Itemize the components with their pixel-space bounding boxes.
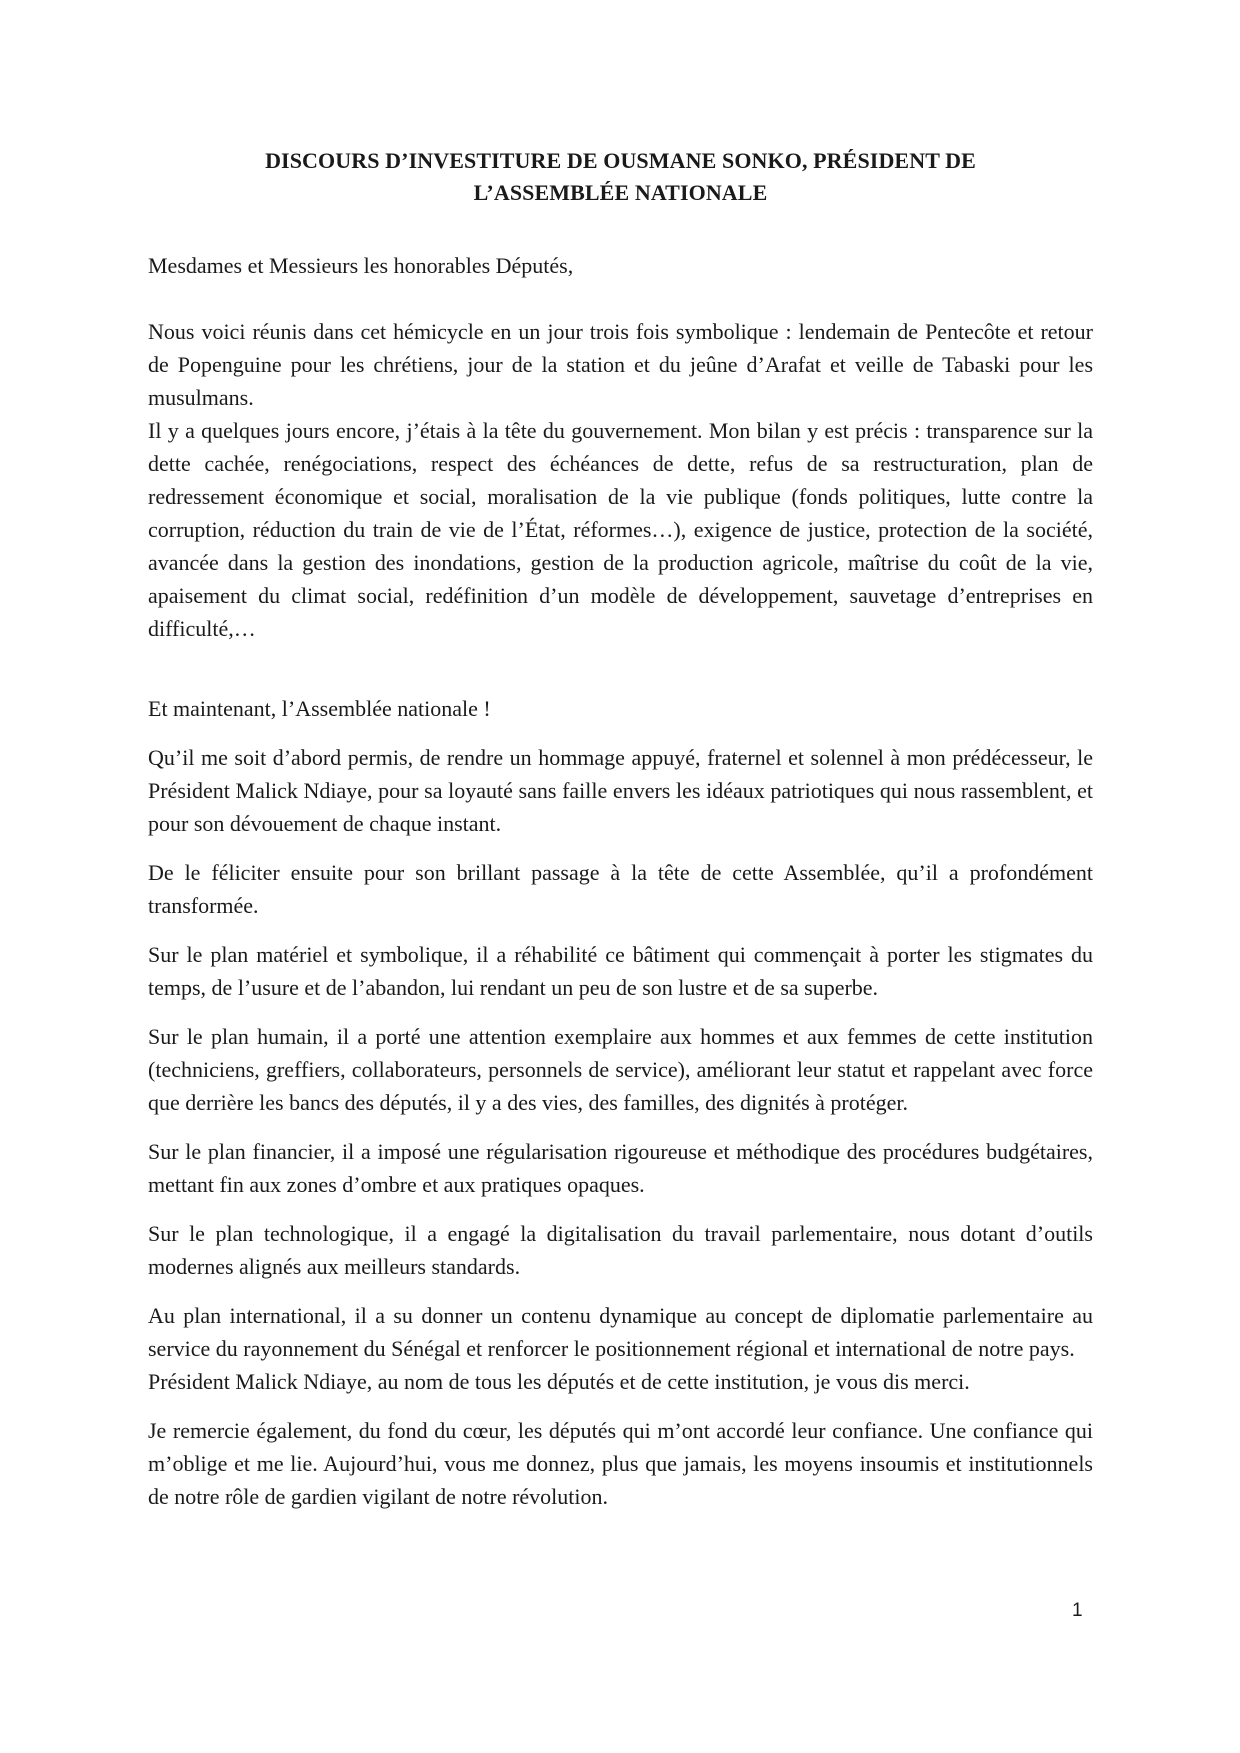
- paragraph-felicitations: De le féliciter ensuite pour son brillant passage à la tête de cette Assemblée, qu’il a profondément transformée.: [148, 860, 1093, 918]
- title-line-2: L’ASSEMBLÉE NATIONALE: [473, 180, 768, 205]
- paragraph-plan-materiel: Sur le plan matériel et symbolique, il a réhabilité ce bâtiment qui commençait à porter les stigmates du temps, de l’usure et de l’abandon, lui rendant un peu de son lustre et de sa superbe.: [148, 942, 1093, 1000]
- paragraph-bilan: Il y a quelques jours encore, j’étais à la tête du gouvernement. Mon bilan y est précis : transparence sur la dette cachée, renégociations, respect des échéances de dette, refus de sa restructuration, plan de redressement économique et social, moralisation de la vie publique (fonds politiques, lutte contre la corruption, réduction du train de vie de l’État, réformes…), exigence de justice, protection de la société, avancée dans la gestion des inondations, gestion de la production agricole, maîtrise du coût de la vie, apaisement du climat social, redéfinition d’un modèle de développement, sauvetage d’entreprises en difficulté,…: [148, 418, 1093, 641]
- paragraph-merci: Président Malick Ndiaye, au nom de tous les députés et de cette institution, je vous dis merci.: [148, 1369, 970, 1394]
- document-page: [148, 145, 1093, 1513]
- paragraph-intro: Nous voici réunis dans cet hémicycle en un jour trois fois symbolique : lendemain de Pentecôte et retour de Popenguine pour les chrétiens, jour de la station et du jeûne d’Arafat et veille de Tabaski pour les musulmans.: [148, 319, 1093, 410]
- paragraph-plan-humain: Sur le plan humain, il a porté une attention exemplaire aux hommes et aux femmes de cette institution (techniciens, greffiers, collaborateurs, personnels de service), améliorant leur statut et rappelant avec force que derrière les bancs des députés, il y a des vies, des familles, des dignités à protéger.: [148, 1024, 1093, 1115]
- title-line-1: DISCOURS D’INVESTITURE DE OUSMANE SONKO, PRÉSIDENT DE: [265, 148, 976, 173]
- paragraph-assemblee: Et maintenant, l’Assemblée nationale !: [148, 696, 491, 721]
- document-title: [148, 145, 1093, 209]
- paragraph-plan-technologique: Sur le plan technologique, il a engagé la digitalisation du travail parlementaire, nous dotant d’outils modernes alignés aux meilleurs standards.: [148, 1221, 1093, 1279]
- paragraph-plan-financier: Sur le plan financier, il a imposé une régularisation rigoureuse et méthodique des procédures budgétaires, mettant fin aux zones d’ombre et aux pratiques opaques.: [148, 1139, 1093, 1197]
- paragraph-remerciements: Je remercie également, du fond du cœur, les députés qui m’ont accordé leur confiance. Une confiance qui m’oblige et me lie. Aujourd’hui, vous me donnez, plus que jamais, les moyens insoumis et institutionnels de notre rôle de gardien vigilant de notre révolution.: [148, 1418, 1093, 1509]
- paragraph-hommage: Qu’il me soit d’abord permis, de rendre un hommage appuyé, fraternel et solennel à mon prédécesseur, le Président Malick Ndiaye, pour sa loyauté sans faille envers les idéaux patriotiques qui nous rassemblent, et pour son dévouement de chaque instant.: [148, 745, 1093, 836]
- paragraph-plan-international: Au plan international, il a su donner un contenu dynamique au concept de diplomatie parlementaire au service du rayonnement du Sénégal et renforcer le positionnement régional et international de notre pays.: [148, 1303, 1093, 1361]
- page-number: 1: [1072, 1600, 1083, 1621]
- salutation: Mesdames et Messieurs les honorables Députés,: [148, 253, 574, 278]
